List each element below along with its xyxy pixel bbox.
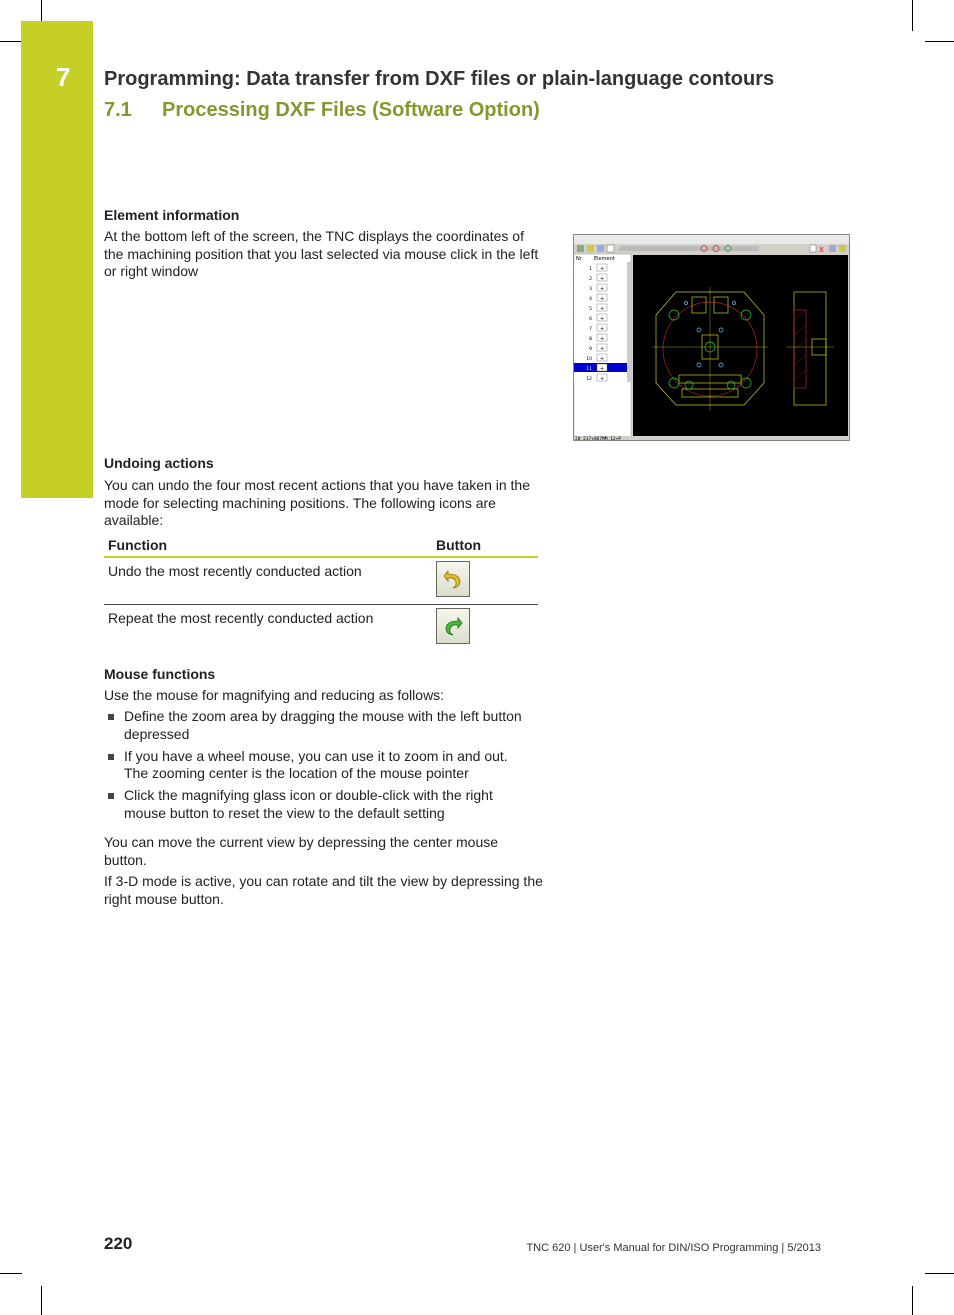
bullet-square-icon [108,793,114,799]
plus-icon: + [600,326,605,332]
undo-arrow-icon [442,567,464,591]
element-list-number: 9 [589,347,592,352]
function-cell: Repeat the most recently conducted action [108,610,374,626]
dxf-screenshot-drawing [574,235,849,440]
table-row [104,557,538,605]
element-list-number: 5 [589,307,592,312]
col-function: Function [104,535,432,557]
list-item: Click the magnifying glass icon or double-click with the right mouse button to reset the view to the default setting [104,787,534,822]
element-list-number: 4 [589,297,592,302]
element-list-number: 10 [586,357,592,362]
mouse-para-3d: If 3-D mode is active, you can rotate and tilt the view by depressing the right mouse button. [104,873,543,907]
plus-icon: + [600,296,605,302]
element-info-text: At the bottom left of the screen, the TNC displays the coordinates of the machining position that you last selected via mouse click in the left or right window [104,228,539,279]
element-list-number: 3 [589,287,592,292]
table-row [104,605,538,652]
section-title: Processing DXF Files (Software Option) [162,99,540,121]
list-header-nr: Nr [576,256,582,262]
element-info-heading: Element information [104,207,240,223]
crop-mark [925,41,954,42]
element-list-number: 11 [586,367,592,372]
chapter-title: Programming: Data transfer from DXF files or plain-language contours [104,68,775,90]
element-list-number: 12 [586,377,592,382]
mouse-bullet-list [104,708,534,827]
undo-heading: Undoing actions [104,455,214,471]
plus-icon: + [600,286,605,292]
crop-mark [912,1286,913,1315]
crop-mark [0,41,22,42]
undo-text: You can undo the four most recent actions that you have taken in the mode for selecting machining positions. The following icons are available: [104,477,530,528]
section-number: 7.1 [104,99,132,121]
function-cell: Undo the most recently conducted action [104,557,432,605]
redo-arrow-icon [442,614,464,638]
footer-text: TNC 620 | User's Manual for DIN/ISO Programming | 5/2013 [526,1242,821,1254]
status-readout: 20 217+067MM 12+P [575,437,622,440]
list-header-element: Element [594,256,615,262]
plus-icon: + [600,366,605,372]
mouse-heading: Mouse functions [104,666,216,682]
bullet-square-icon [108,754,114,760]
function-table [104,535,538,651]
crop-mark [41,1286,42,1315]
element-list-number: 2 [589,277,592,282]
list-item: Define the zoom area by dragging the mouse with the left button depressed [104,708,534,743]
mouse-para-center: You can move the current view by depressing the center mouse button. [104,834,499,868]
crop-mark [925,1273,954,1274]
dxf-screenshot [573,234,850,441]
plus-icon: + [600,346,605,352]
plus-icon: + [600,376,605,382]
plus-icon: + [600,316,605,322]
element-list-number: 8 [589,337,592,342]
chapter-number: 7 [56,62,71,92]
svg-text:X: X [819,246,824,254]
mouse-intro: Use the mouse for magnifying and reducing as follows: [104,687,445,703]
undo-button[interactable] [436,561,470,597]
element-list-number: 7 [589,327,592,332]
plus-icon: + [600,266,605,272]
bullet-square-icon [108,714,114,720]
crop-mark [912,0,913,31]
col-button: Button [432,535,538,557]
redo-button[interactable] [436,608,470,644]
crop-mark [0,1273,22,1274]
crop-mark [41,0,42,22]
element-list-number: 1 [589,267,592,272]
element-list-number: 6 [589,317,592,322]
plus-icon: + [600,276,605,282]
page-number: 220 [104,1234,133,1253]
plus-icon: + [600,336,605,342]
plus-icon: + [600,306,605,312]
list-item: If you have a wheel mouse, you can use it to zoom in and out. The zooming center is the location of the mouse pointer [104,748,534,783]
plus-icon: + [600,356,605,362]
